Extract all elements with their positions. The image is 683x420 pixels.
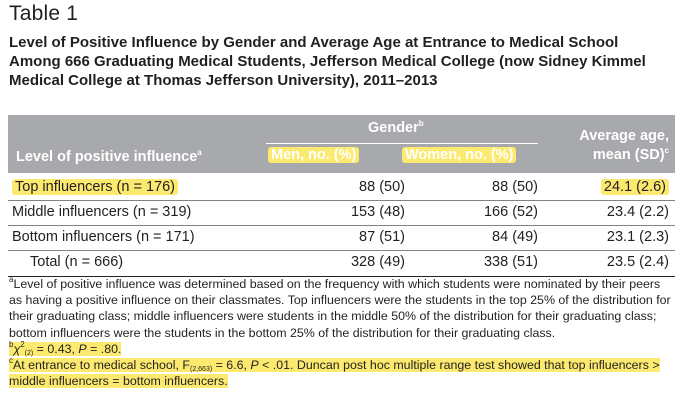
men-column-header: Men, no. (%) [268, 147, 359, 163]
men-cell: 88 (50) [359, 179, 405, 195]
footnote-b: $^b\chi^2_{(2)} = 0.43$, P = .80. [9, 339, 122, 357]
table-row-bottom [8, 226, 675, 250]
average-age-header-line2: mean (SD)$^c$ [592, 146, 669, 163]
gender-header: Gender$^b$ [368, 119, 424, 136]
table-footnotes [9, 276, 671, 389]
avg-cell: 23.1 (2.3) [606, 229, 669, 245]
data-table [8, 115, 675, 270]
women-cell: 84 (49) [492, 229, 538, 245]
row-label: Middle influencers (n = 319) [12, 204, 192, 220]
gender-header-rule [266, 143, 538, 144]
men-cell: 87 (51) [359, 229, 405, 245]
table-row-total [8, 251, 675, 275]
women-cell: 88 (50) [492, 179, 538, 195]
avg-cell: 23.5 (2.4) [606, 254, 669, 270]
men-cell: 328 (49) [350, 254, 405, 270]
women-cell: 338 (51) [483, 254, 538, 270]
women-column-header: Women, no. (%) [402, 147, 516, 163]
table-caption: Level of Positive Influence by Gender and Average Age at Entrance to Medical School Among 666 Graduating Medical Students, Jefferson Medical College (now Sidney Kimmel Medical College at Thomas Jefferson University), 2011–2013 [9, 34, 646, 89]
table-header [8, 115, 675, 173]
row-label: Top influencers (n = 176) [12, 179, 178, 195]
table-row-top [8, 176, 675, 200]
row-label: Total (n = 666) [30, 254, 124, 270]
level-column-header: Level of positive influence$^a$ [16, 148, 202, 165]
average-age-header-line1: Average age, [579, 128, 669, 144]
women-cell: 166 (52) [483, 204, 538, 220]
table-row-middle [8, 201, 675, 225]
men-cell: 153 (48) [350, 204, 405, 220]
footnote-c: $^c$At entrance to medical school, $F_{(2,663)} = 6.6$, P < .01. Duncan post hoc multiple range test showed that top influencers > middle influencers = bottom influencers. [9, 356, 660, 389]
table-number: Table 1 [9, 2, 79, 25]
footnote-a: $^a$Level of positive influence was determined based on the frequency with which students were nominated by their peers as having a positive influence on their classmates. Top influencers were the students in the top 25% of the distribution for their graduating class; middle influencers were students in the middle 50% of the distribution for their graduating class; bottom influencers were the students in the bottom 25% of the distribution for their graduating class. [9, 275, 671, 340]
avg-cell: 23.4 (2.2) [606, 204, 669, 220]
row-label: Bottom influencers (n = 171) [12, 229, 195, 245]
avg-cell: 24.1 (2.6) [601, 179, 669, 195]
